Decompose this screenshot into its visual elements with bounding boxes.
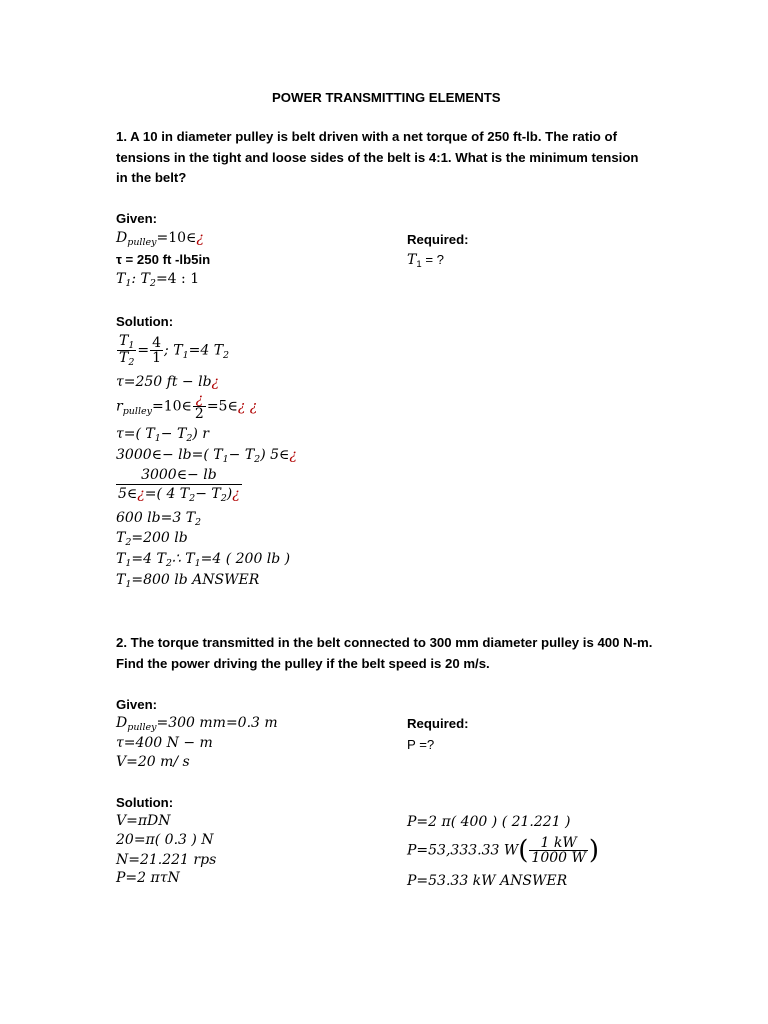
solution-1-line-6: $\frac{3000\in- lb}{5\in¿=( 4 T_2- T_2)¿}$ xyxy=(118,467,240,504)
solution-1-line-9: $T_1=4$ $T_2\therefore$ $T_1=4$ ( 200 lb ) xyxy=(116,551,291,569)
given-1-dpulley: $D_{pulley}=10\in¿$ xyxy=(116,230,204,248)
solution-2-left-4: P=2 πτN xyxy=(116,870,180,886)
required-label-1: Required: xyxy=(407,232,469,247)
solution-1-line-2: τ=250 ft − lb¿ xyxy=(116,374,220,390)
given-label-2: Given: xyxy=(116,697,158,712)
problem-2-statement: 2. The torque transmitted in the belt connected to 300 mm diameter pulley is 400 N-m. Find the power driving the pulley if the belt speed is 20 m/s. xyxy=(116,635,653,671)
solution-2-left-1: V=πDN xyxy=(116,813,171,829)
solution-1-line-7: 600 lb=3 $T_2$ xyxy=(116,510,202,528)
required-1: $T_1$ = ? xyxy=(407,252,445,270)
required-2: P =? xyxy=(407,737,435,752)
solution-2-right-2: P=53,333.33 W( $\frac{1 kW}{1000 W}$ ) xyxy=(407,835,600,866)
given-1-torque: τ = 250 ft -lb5in xyxy=(116,252,211,267)
solution-label-1: Solution: xyxy=(116,314,174,329)
given-1-ratio: $T_1$: $T_2=4$ : 1 xyxy=(116,271,200,289)
solution-1-line-5: 3000∈− lb=( $T_1- T_2$) 5∈¿ xyxy=(116,447,297,465)
solution-1-line-1: $\frac{T_1}{T_2}$ = $\frac{4}{1}$ ; $T_1=4$ $T_2$ xyxy=(119,333,230,368)
solution-2-left-2: 20=π( 0.3 ) N xyxy=(116,832,214,848)
solution-1-line-8: $T_2=200$ lb xyxy=(116,530,188,548)
solution-2-left-3: N=21.221 rps xyxy=(116,852,217,868)
solution-label-2: Solution: xyxy=(116,795,174,810)
given-2-dpulley: $D_{pulley}=300$ mm=0.3 m xyxy=(116,715,278,733)
given-2-speed: V=20 m/ s xyxy=(116,754,190,770)
problem-1-statement: 1. A 10 in diameter pulley is belt driven with a net torque of 250 ft-lb. The ratio of tensions in the tight and loose sides of the belt is 4:1. What is the minimum tension in the belt? xyxy=(116,129,639,185)
required-label-2: Required: xyxy=(407,716,469,731)
solution-1-answer: $T_1=800$ lb ANSWER xyxy=(116,572,260,590)
solution-2-right-1: P=2 π( 400 ) ( 21.221 ) xyxy=(407,814,571,830)
solution-1-line-4: τ=( $T_1- T_2$) r xyxy=(116,426,209,444)
page-title: POWER TRANSMITTING ELEMENTS xyxy=(272,90,501,105)
given-label-1: Given: xyxy=(116,211,158,226)
solution-2-answer: P=53.33 kW ANSWER xyxy=(407,873,568,889)
solution-1-line-3: $r_{pulley}=10\in$ $\frac{¿}{2}$ =5∈¿ ¿ xyxy=(116,391,258,422)
given-2-torque: τ=400 N − m xyxy=(116,735,213,751)
